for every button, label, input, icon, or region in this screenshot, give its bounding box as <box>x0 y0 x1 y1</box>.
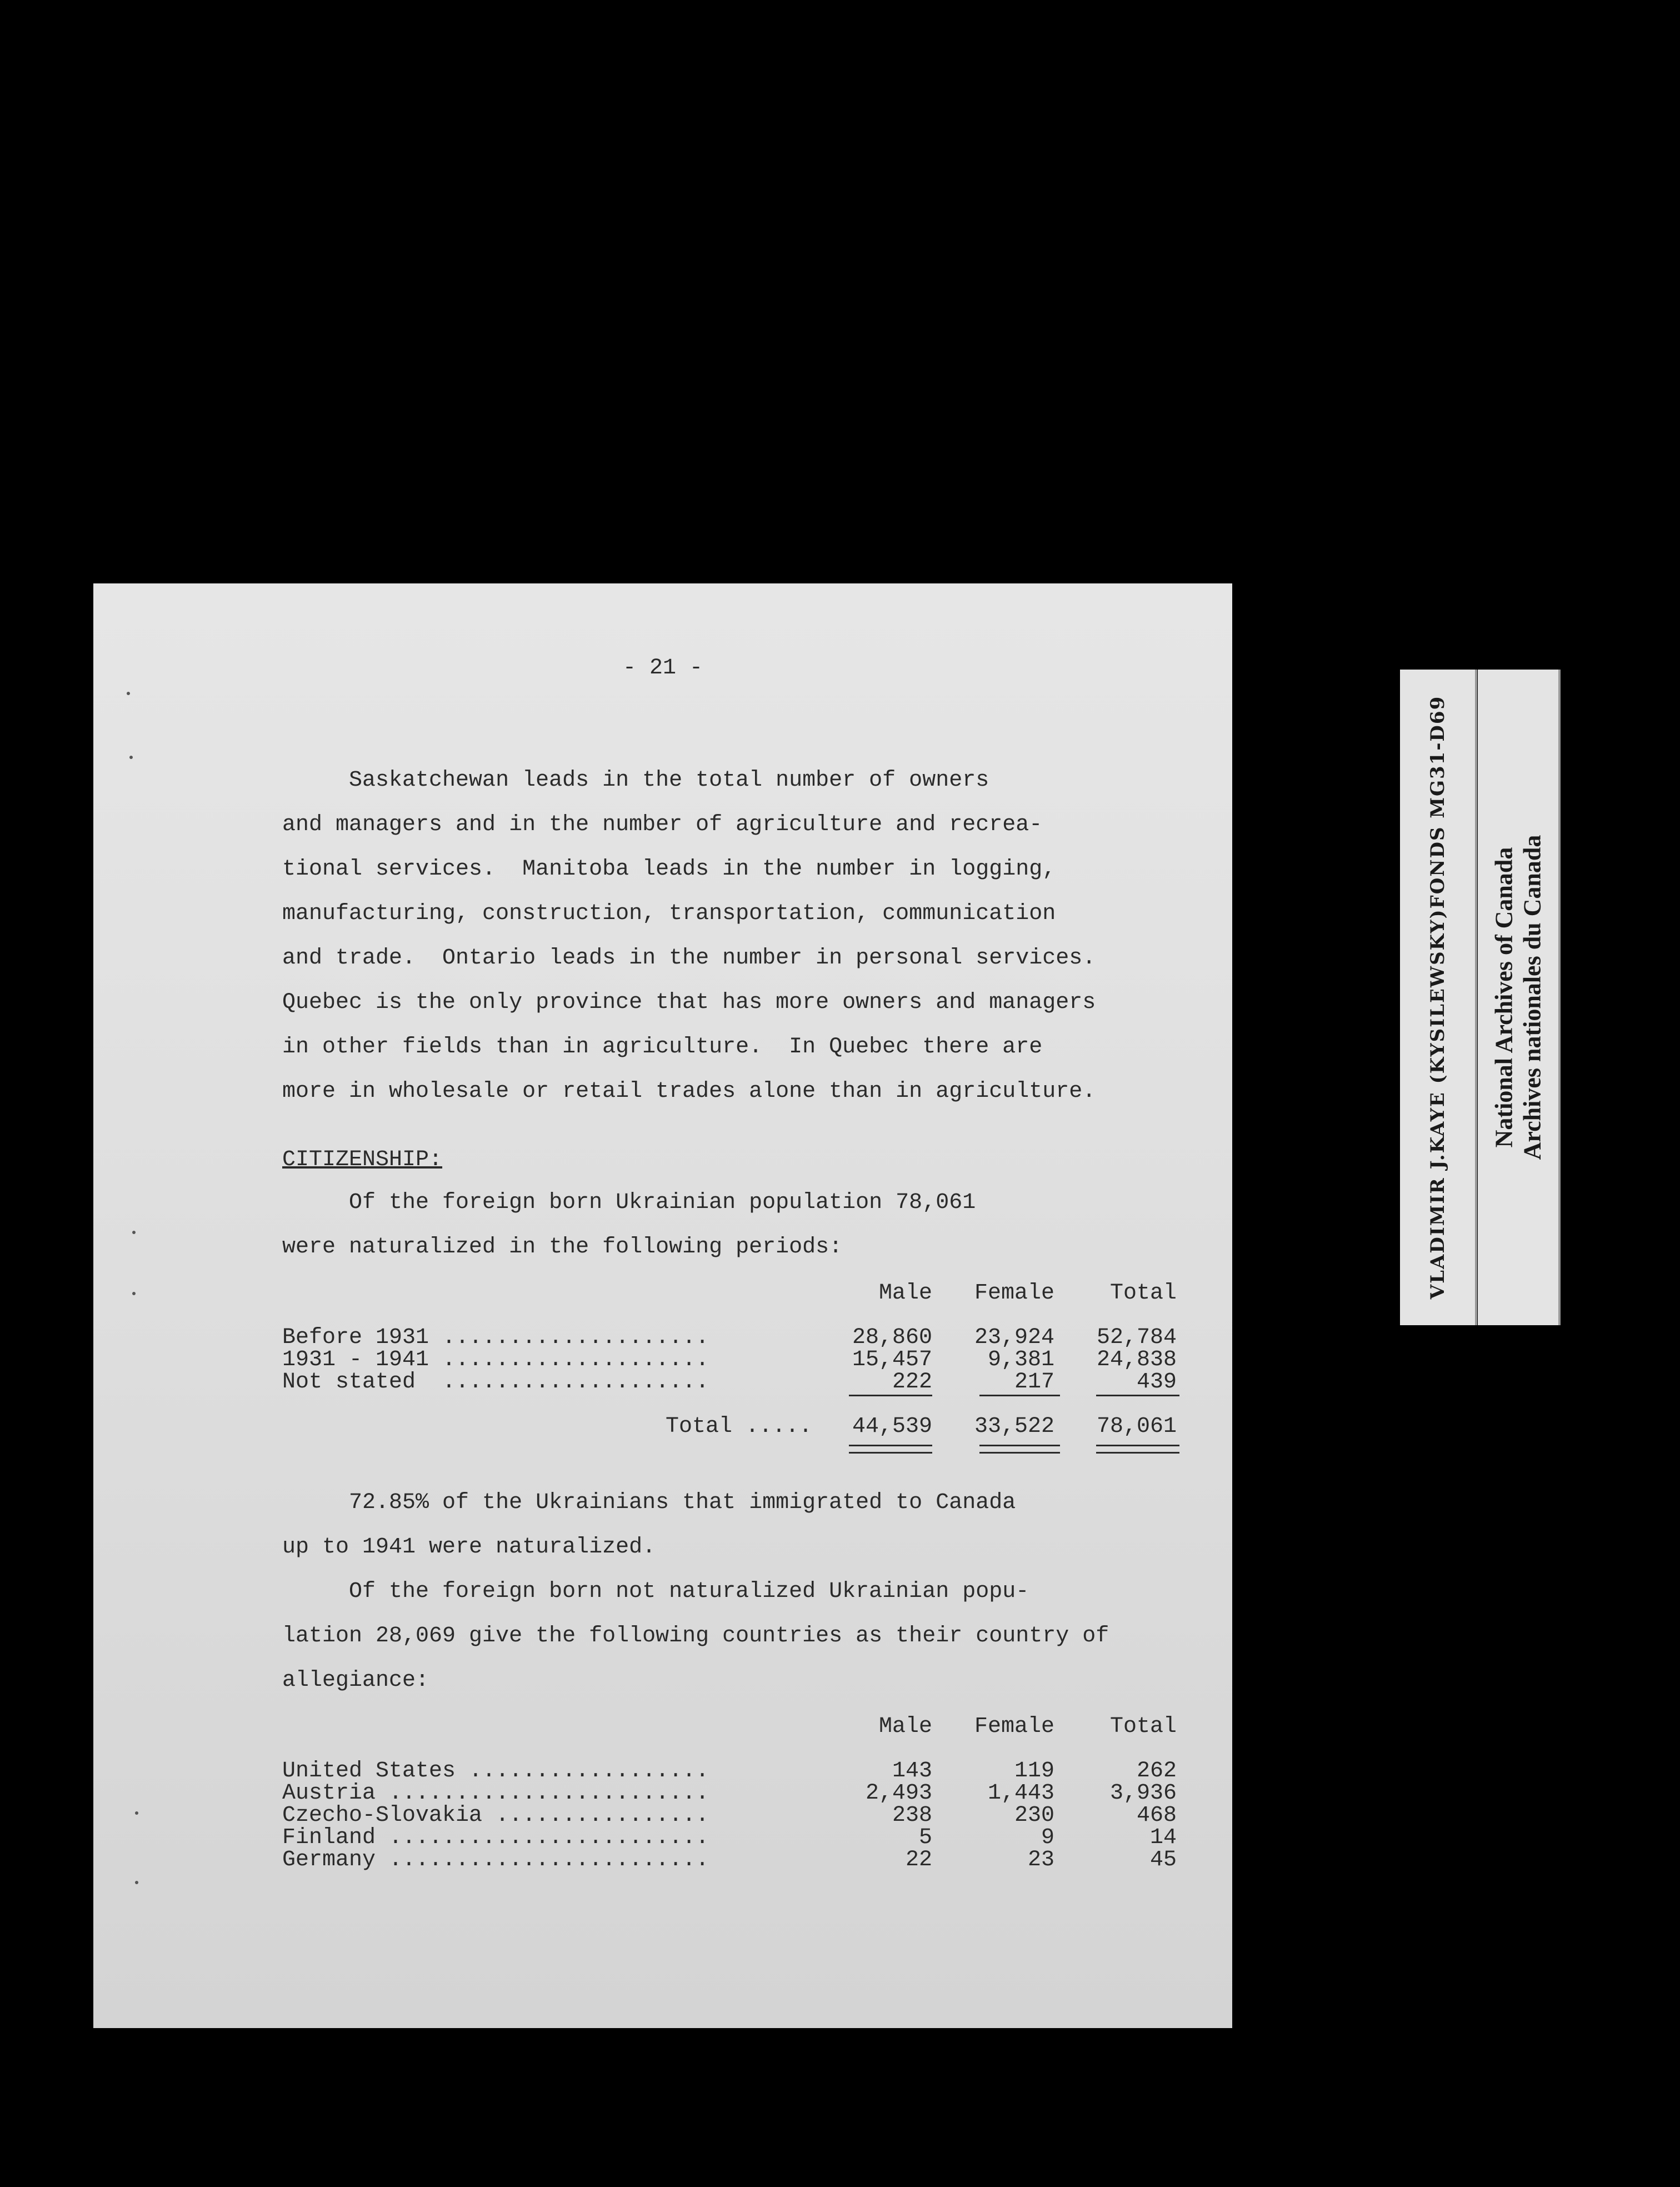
scan-speck <box>132 1292 136 1295</box>
paragraph-line: 72.85% of the Ukrainians that immigrated to Canada <box>282 1490 1016 1515</box>
paragraph-line: Quebec is the only province that has more owners and managers <box>282 990 1096 1015</box>
cell-total: 14 <box>1149 1825 1177 1850</box>
scan-speck <box>127 692 130 695</box>
cell-male: 28,860 <box>852 1325 932 1350</box>
cell-female: 230 <box>1014 1803 1054 1828</box>
table-row <box>282 1370 1182 1393</box>
table-row <box>282 1848 1182 1871</box>
cell-female: 9,381 <box>987 1347 1054 1372</box>
cell-female: 33,522 <box>974 1414 1054 1439</box>
table-row <box>282 1781 1182 1804</box>
paragraph-line: allegiance: <box>282 1668 429 1693</box>
paragraph-line: manufacturing, construction, transportation, communication <box>282 901 1056 926</box>
cell-male: 143 <box>892 1759 932 1784</box>
total-double-rule <box>849 1445 932 1454</box>
section-heading-citizenship: CITIZENSHIP: <box>282 1147 443 1172</box>
row-label: Austria ........................ <box>282 1781 709 1806</box>
paragraph-line: tional services. Manitoba leads in the number in logging, <box>282 857 1056 882</box>
cell-male: 5 <box>918 1825 932 1850</box>
cell-male: 15,457 <box>852 1347 932 1372</box>
cell-male: 238 <box>892 1803 932 1828</box>
column-header-male: Male <box>878 1714 932 1739</box>
table-row <box>282 1325 1182 1349</box>
table-row <box>282 1347 1182 1371</box>
column-header-female: Female <box>974 1714 1054 1739</box>
paragraph-line: and managers and in the number of agriculture and recrea- <box>282 812 1043 837</box>
total-double-rule <box>1096 1445 1179 1454</box>
cell-total: 439 <box>1136 1370 1177 1395</box>
cell-female: 119 <box>1014 1759 1054 1784</box>
cell-female: 217 <box>1014 1370 1054 1395</box>
paragraph-line: Saskatchewan leads in the total number of owners <box>282 768 989 793</box>
archive-institution-french: Archives nationales du Canada <box>1518 835 1546 1160</box>
column-header-female: Female <box>974 1281 1054 1306</box>
table-row <box>282 1759 1182 1782</box>
table-total-row <box>282 1414 1182 1437</box>
paragraph-line: up to 1941 were naturalized. <box>282 1535 656 1560</box>
page-number: - 21 - <box>622 656 703 681</box>
subtotal-rule <box>979 1395 1060 1396</box>
cell-total: 45 <box>1149 1848 1177 1873</box>
scan-speck <box>132 1231 136 1234</box>
row-label: 1931 - 1941 .................... <box>282 1347 709 1372</box>
scan-speck <box>129 756 133 759</box>
table-row <box>282 1825 1182 1849</box>
row-label: Germany ........................ <box>282 1848 709 1873</box>
cell-total: 52,784 <box>1096 1325 1177 1350</box>
archive-institution-label <box>1490 835 1546 1160</box>
total-double-rule <box>979 1445 1060 1454</box>
cell-total: 3,936 <box>1109 1781 1177 1806</box>
row-label: Not stated .................... <box>282 1370 709 1395</box>
paragraph-line: lation 28,069 give the following countries as their country of <box>282 1624 1109 1649</box>
column-header-total: Total <box>1109 1281 1177 1306</box>
row-label: United States .................. <box>282 1759 709 1784</box>
cell-female: 23,924 <box>974 1325 1054 1350</box>
cell-total: 78,061 <box>1096 1414 1177 1439</box>
cell-female: 9 <box>1041 1825 1054 1850</box>
row-label: Finland ........................ <box>282 1825 709 1850</box>
scan-speck <box>135 1811 138 1815</box>
table-row <box>282 1803 1182 1826</box>
cell-total: 24,838 <box>1096 1347 1177 1372</box>
row-label: Czecho-Slovakia ................ <box>282 1803 709 1828</box>
paragraph-line: Of the foreign born not naturalized Ukrainian popu- <box>282 1579 1029 1604</box>
paragraph-line: were naturalized in the following periods: <box>282 1235 843 1260</box>
cell-male: 22 <box>905 1848 932 1873</box>
paragraph-line: Of the foreign born Ukrainian population 78,061 <box>282 1190 976 1215</box>
archive-fonds-strip <box>1400 670 1477 1325</box>
paragraph-line: and trade. Ontario leads in the number in personal services. <box>282 946 1096 971</box>
subtotal-rule <box>849 1395 932 1396</box>
paragraph-line: more in wholesale or retail trades alone than in agriculture. <box>282 1079 1096 1104</box>
row-label: Total ..... <box>666 1414 813 1439</box>
cell-total: 468 <box>1136 1803 1177 1828</box>
paragraph-line: in other fields than in agriculture. In Quebec there are <box>282 1035 1043 1060</box>
document-page <box>93 583 1232 2028</box>
cell-total: 262 <box>1136 1759 1177 1784</box>
cell-female: 23 <box>1027 1848 1054 1873</box>
cell-female: 1,443 <box>987 1781 1054 1806</box>
cell-male: 222 <box>892 1370 932 1395</box>
cell-male: 2,493 <box>865 1781 932 1806</box>
column-header-male: Male <box>878 1281 932 1306</box>
archive-institution-strip <box>1478 670 1561 1325</box>
subtotal-rule <box>1096 1395 1179 1396</box>
scan-speck <box>135 1881 138 1884</box>
row-label: Before 1931 .................... <box>282 1325 709 1350</box>
archive-fonds-label: VLADIMIR J.KAYE (KYSILEWSKY)FONDS MG31-D69 <box>1426 695 1449 1300</box>
cell-male: 44,539 <box>852 1414 932 1439</box>
column-header-total: Total <box>1109 1714 1177 1739</box>
archive-institution-english: National Archives of Canada <box>1489 847 1517 1148</box>
